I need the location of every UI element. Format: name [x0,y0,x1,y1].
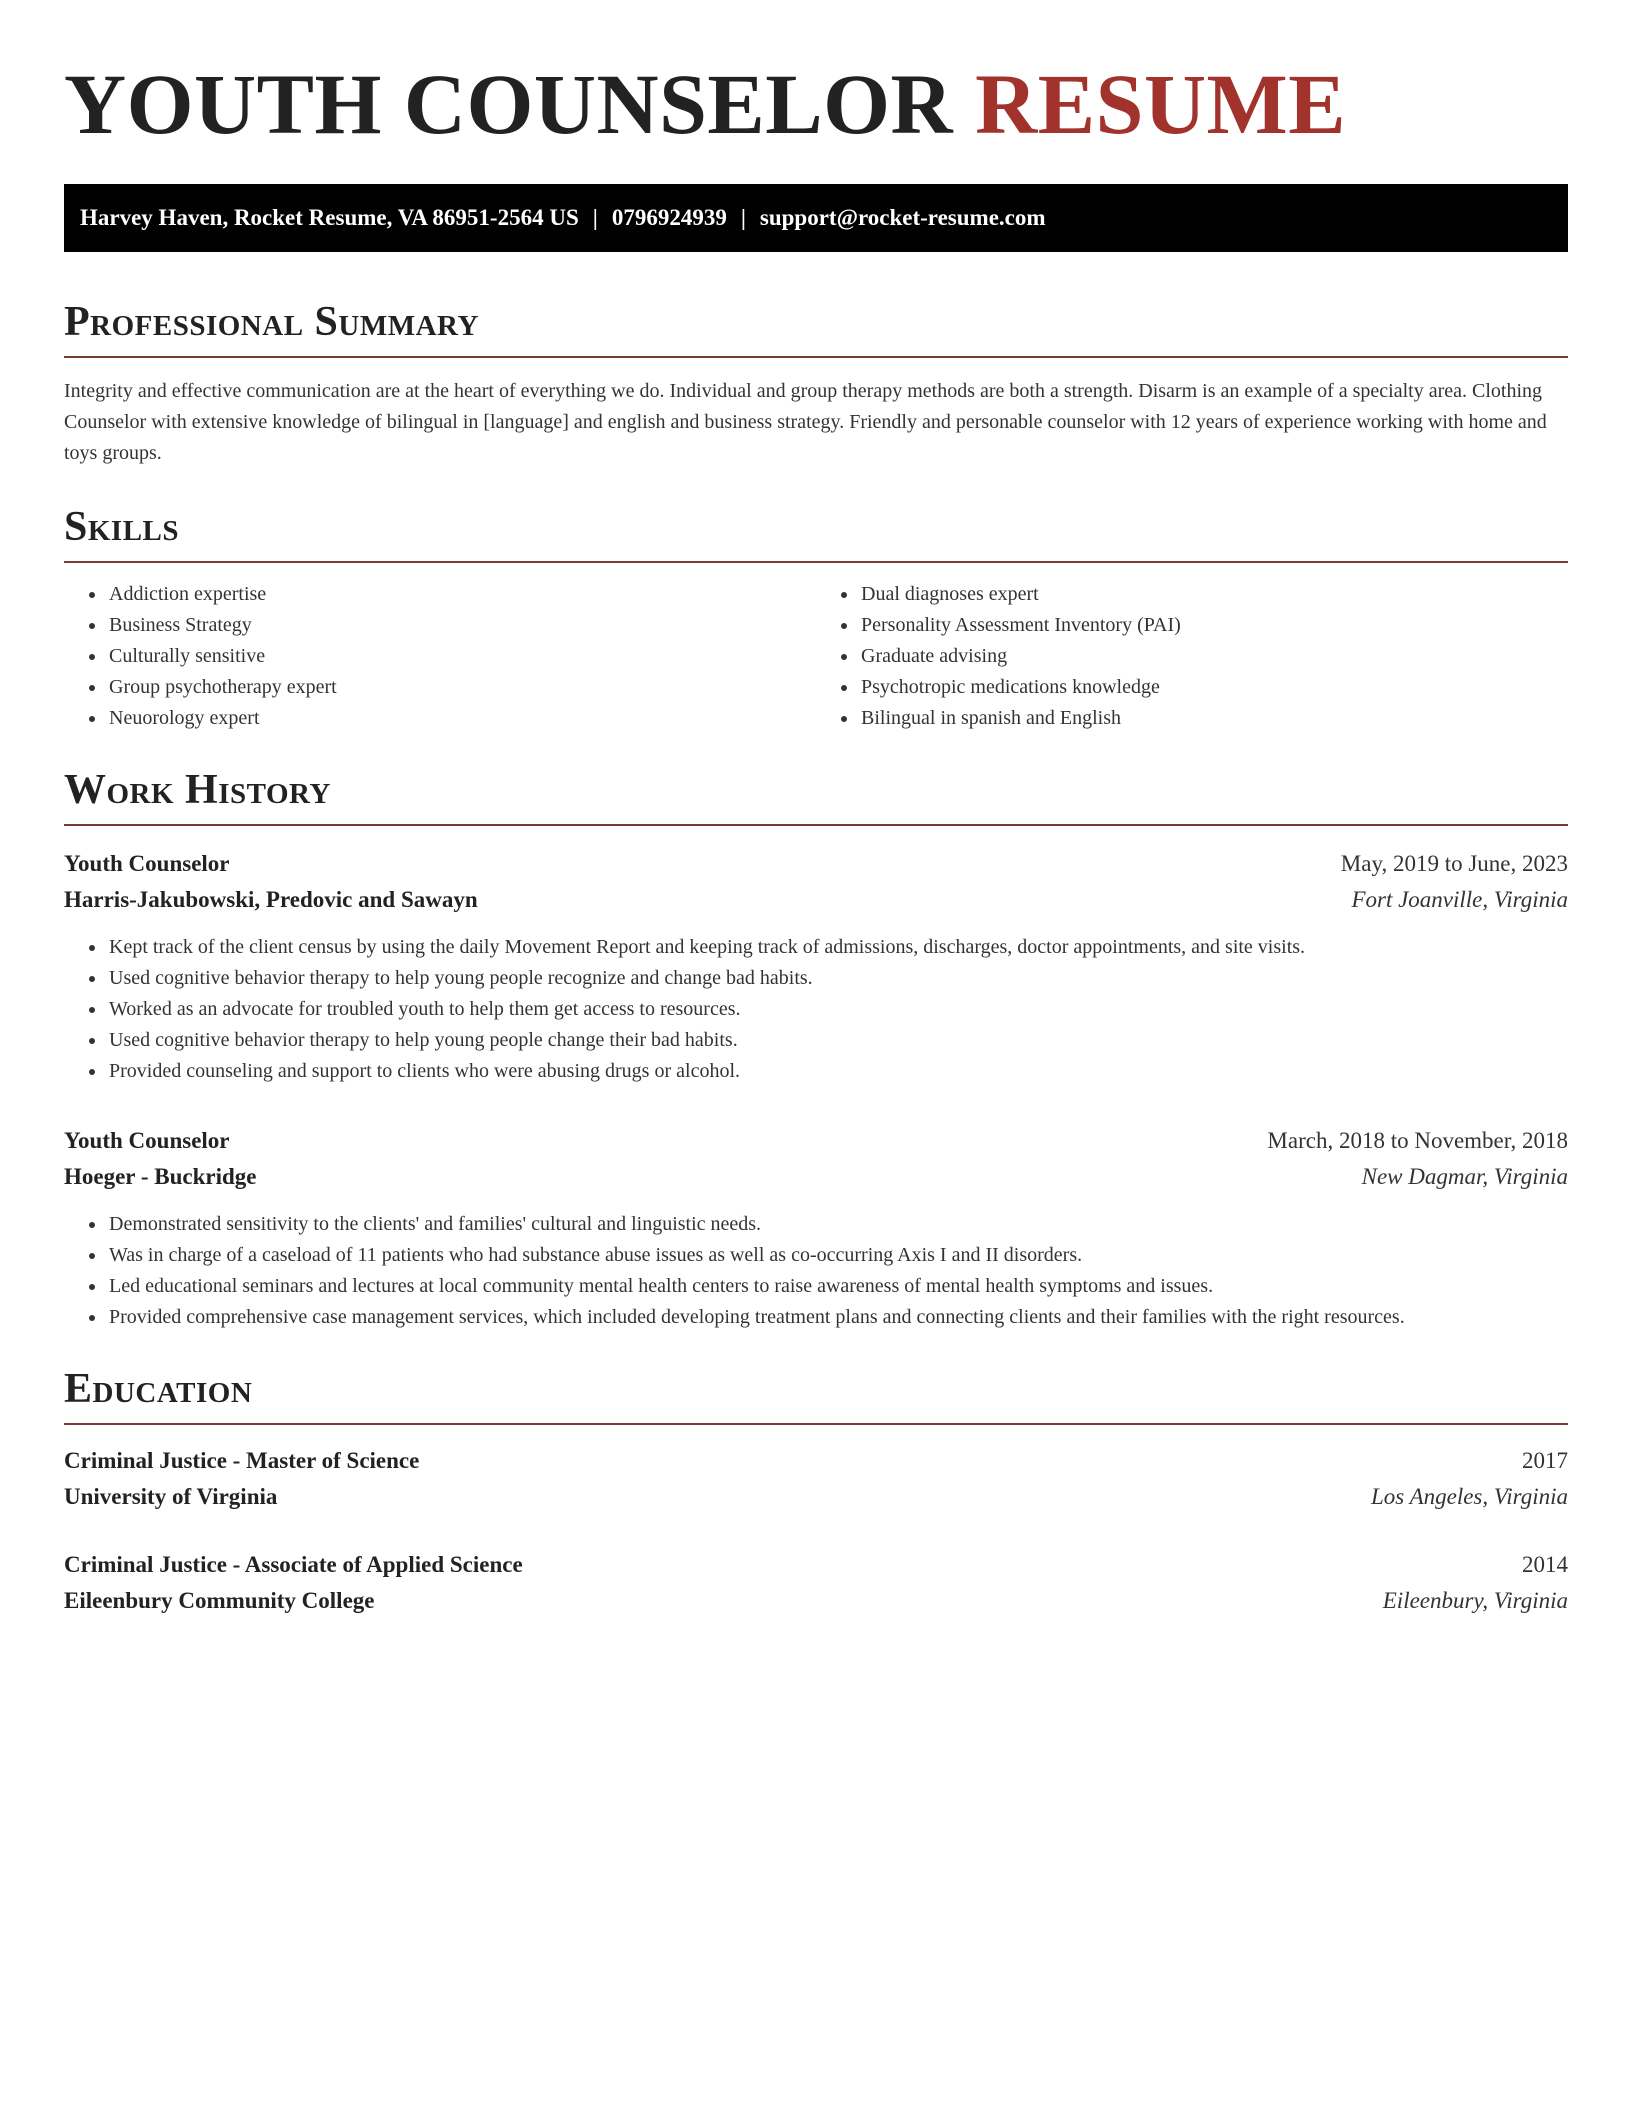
job-bullet: • Demonstrated sensitivity to the clients' and families' cultural and linguistic needs. [107,1209,1568,1240]
title-main: YOUTH COUNSELOR [64,56,954,152]
skill-item: • Neuorology expert [107,703,816,734]
resume-title [64,56,1568,152]
education-school-row [64,1583,1568,1619]
contact-separator: | [592,205,598,230]
education-degree-row [64,1443,1568,1479]
education-school: Eileenbury Community College [64,1588,375,1613]
work-section [64,762,1568,1333]
skill-item: • Addiction expertise [107,579,816,610]
education-degree-row [64,1547,1568,1583]
education-section [64,1361,1568,1619]
skills-list-right [816,579,1568,734]
education-location: Eileenbury, Virginia [1382,1588,1568,1613]
education-degree: Criminal Justice - Master of Science [64,1448,420,1473]
contact-bar [64,184,1568,252]
job-header-row [64,1123,1568,1159]
skill-item: • Business Strategy [107,610,816,641]
contact-separator: | [740,205,746,230]
education-entry [64,1547,1568,1619]
education-entry [64,1443,1568,1515]
job-company: Hoeger - Buckridge [64,1164,257,1189]
education-school: University of Virginia [64,1484,278,1509]
job-bullet: • Worked as an advocate for troubled youth to help them get access to resources. [107,994,1568,1025]
job-location: Fort Joanville, Virginia [1351,887,1568,912]
skill-item: • Group psychotherapy expert [107,672,816,703]
contact-address: Harvey Haven, Rocket Resume, VA 86951-2564 US [80,205,579,230]
job-bullets [64,1209,1568,1333]
summary-heading: Professional Summary [64,294,1568,358]
job-title: Youth Counselor [64,1128,230,1153]
job-company-row [64,1159,1568,1195]
skills-heading: Skills [64,499,1568,563]
job-title: Youth Counselor [64,851,230,876]
skills-section [64,499,1568,734]
job-bullet: • Was in charge of a caseload of 11 patients who had substance abuse issues as well as co-occurring Axis I and II disorders. [107,1240,1568,1271]
job-entry [64,846,1568,1087]
skill-item: • Graduate advising [859,641,1568,672]
job-bullet: • Provided comprehensive case management services, which included developing treatment plans and connecting clients and their families with the right resources. [107,1302,1568,1333]
skill-item: • Personality Assessment Inventory (PAI) [859,610,1568,641]
contact-phone: 0796924939 [611,205,727,230]
job-bullet: • Led educational seminars and lectures at local community mental health centers to raise awareness of mental health symptoms and issues. [107,1271,1568,1302]
job-bullet: • Used cognitive behavior therapy to help young people change their bad habits. [107,1025,1568,1056]
job-location: New Dagmar, Virginia [1361,1164,1568,1189]
title-accent: RESUME [975,56,1347,152]
skill-item: • Culturally sensitive [107,641,816,672]
job-bullets [64,932,1568,1087]
job-entry [64,1123,1568,1333]
job-bullet: • Provided counseling and support to clients who were abusing drugs or alcohol. [107,1056,1568,1087]
education-location: Los Angeles, Virginia [1371,1484,1568,1509]
summary-section [64,294,1568,469]
education-heading: Education [64,1361,1568,1425]
job-header-row [64,846,1568,882]
contact-email: support@rocket-resume.com [759,205,1046,230]
education-degree: Criminal Justice - Associate of Applied Science [64,1552,523,1577]
education-year: 2014 [1522,1552,1568,1577]
skill-item: • Dual diagnoses expert [859,579,1568,610]
job-bullet: • Kept track of the client census by using the daily Movement Report and keeping track of admissions, discharges, doctor appointments, and site visits. [107,932,1568,963]
job-company: Harris-Jakubowski, Predovic and Sawayn [64,887,478,912]
skills-list-left [64,579,816,734]
job-dates: March, 2018 to November, 2018 [1267,1128,1568,1153]
summary-text: Integrity and effective communication are at the heart of everything we do. Individual and group therapy methods are both a strength. Disarm is an example of a specialty area. Clothing Counselor with extensive knowledge of bilingual in [language] and english and business strategy. Friendly and personable counselor with 12 years of experience working with home and toys groups. [64,380,1547,464]
skill-item: • Bilingual in spanish and English [859,703,1568,734]
skill-item: • Psychotropic medications knowledge [859,672,1568,703]
job-bullet: • Used cognitive behavior therapy to help young people recognize and change bad habits. [107,963,1568,994]
job-dates: May, 2019 to June, 2023 [1340,851,1568,876]
job-company-row [64,882,1568,918]
education-year: 2017 [1522,1448,1568,1473]
education-school-row [64,1479,1568,1515]
skills-grid [64,579,1568,734]
work-heading: Work History [64,762,1568,826]
